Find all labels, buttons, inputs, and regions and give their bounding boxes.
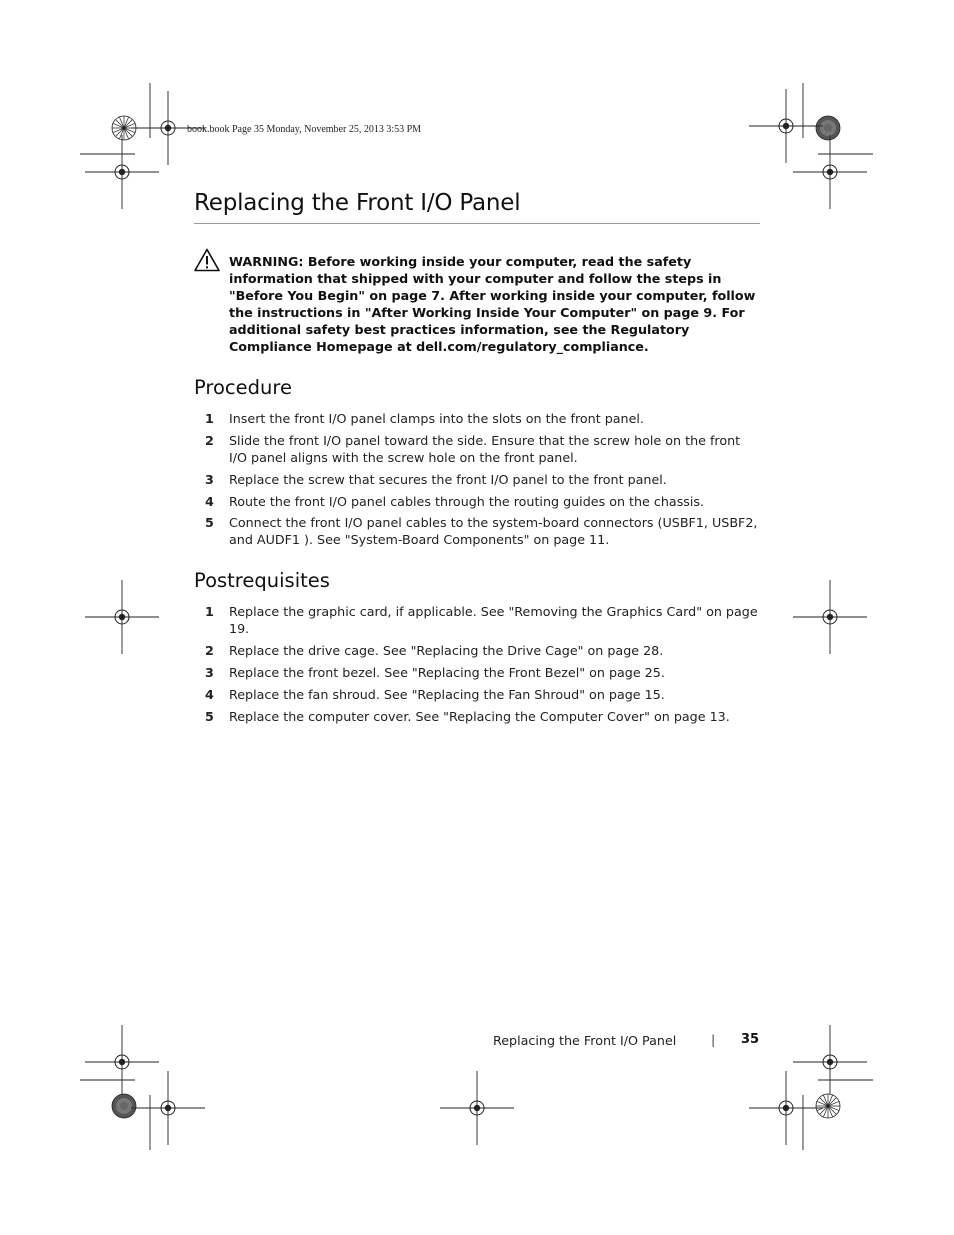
- footer-section-title: Replacing the Front I/O Panel: [493, 1033, 677, 1048]
- step-text: Slide the front I/O panel toward the side. Ensure that the screw hole on the front I/O panel aligns with the screw hole on the front panel.: [229, 433, 741, 466]
- page-number: 35: [741, 1032, 760, 1047]
- warning-triangle-icon: [194, 248, 220, 272]
- step-number: 5: [205, 709, 214, 724]
- step-text: Replace the front bezel. See "Replacing the Front Bezel" on page 25.: [229, 665, 665, 680]
- step-number: 4: [205, 494, 214, 509]
- step-number: 4: [205, 687, 214, 702]
- procedure-heading: Procedure: [194, 376, 292, 399]
- step-text: Replace the computer cover. See "Replacing the Computer Cover" on page 13.: [229, 709, 730, 724]
- step-number: 1: [205, 411, 214, 426]
- step-number: 2: [205, 433, 214, 448]
- step-text: Replace the graphic card, if applicable. See "Removing the Graphics Card" on page 19.: [229, 604, 758, 637]
- step-number: 1: [205, 604, 214, 619]
- step-number: 3: [205, 472, 214, 487]
- step-number: 2: [205, 643, 214, 658]
- warning-text: WARNING: Before working inside your computer, read the safety information that shipped with your computer and follow the steps in "Before You Begin" on page 7. After working inside your computer, follow the instructions in "After Working Inside Your Computer" on page 9. For additional safety best practices information, see the Regulatory Compliance Homepage at dell.com/regulatory_compliance.: [229, 254, 756, 354]
- book-header-info: book.book Page 35 Monday, November 25, 2013 3:53 PM: [187, 124, 422, 135]
- title-divider: [194, 223, 760, 224]
- step-text: Insert the front I/O panel clamps into the slots on the front panel.: [229, 411, 644, 426]
- step-text: Replace the drive cage. See "Replacing the Drive Cage" on page 28.: [229, 643, 664, 658]
- footer-separator: |: [711, 1032, 716, 1047]
- step-number: 3: [205, 665, 214, 680]
- page-title: Replacing the Front I/O Panel: [194, 190, 521, 216]
- step-text: Replace the screw that secures the front I/O panel to the front panel.: [229, 472, 667, 487]
- postrequisites-heading: Postrequisites: [194, 569, 330, 592]
- step-text: Replace the fan shroud. See "Replacing the Fan Shroud" on page 15.: [229, 687, 665, 702]
- step-text: Connect the front I/O panel cables to the system-board connectors (USBF1, USBF2, and AUDF1 ). See "System-Board Components" on page 11.: [229, 515, 758, 548]
- step-text: Route the front I/O panel cables through the routing guides on the chassis.: [229, 494, 705, 509]
- step-number: 5: [205, 515, 214, 530]
